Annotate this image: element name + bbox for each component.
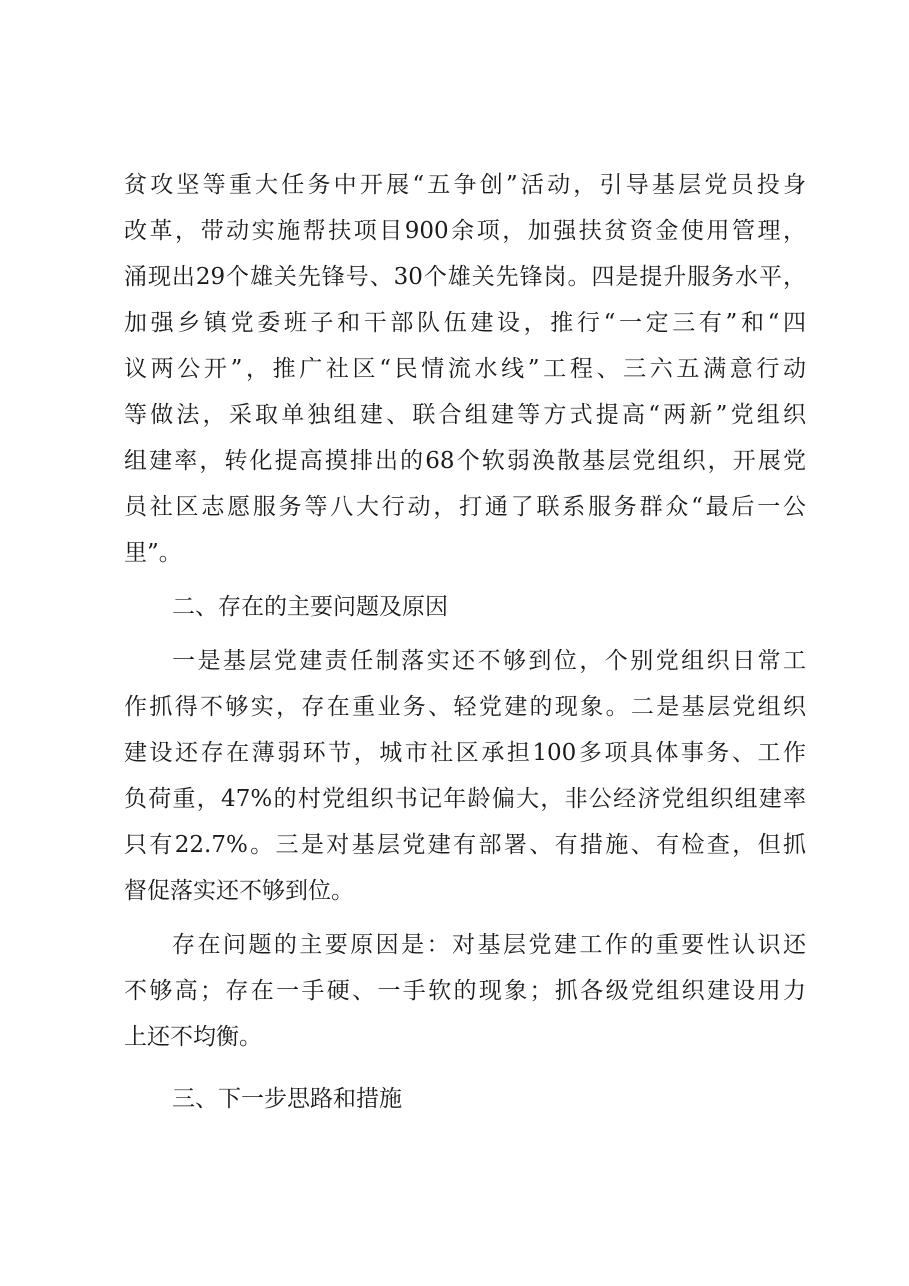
- text-line: 建设还存在薄弱环节，城市社区承担100多项具体事务、工作: [124, 740, 806, 766]
- document-body: [124, 162, 806, 1122]
- text-line: 组建率，转化提高摸排出的68个软弱涣散基层党组织，开展党: [124, 448, 806, 474]
- text-line: 督促落实还不够到位。: [124, 878, 354, 904]
- section-heading-problems: 二、存在的主要问题及原因: [172, 594, 448, 620]
- text-line: 涌现出29个雄关先锋号、30个雄关先锋岗。四是提升服务水平，: [124, 264, 806, 290]
- text-line: 负荷重，47%的村党组织书记年龄偏大，非公经济党组织组建率: [124, 786, 806, 812]
- text-line: 只有22.7%。三是对基层党建有部署、有措施、有检查，但抓: [124, 832, 806, 858]
- text-line: 改革，带动实施帮扶项目900余项，加强扶贫资金使用管理，: [124, 218, 806, 244]
- text-line: 贫攻坚等重大任务中开展“五争创”活动，引导基层党员投身: [124, 172, 806, 198]
- text-line: 员社区志愿服务等八大行动，打通了联系服务群众“最后一公: [124, 494, 806, 520]
- text-line: 作抓得不够实，存在重业务、轻党建的现象。二是基层党组织: [124, 694, 806, 720]
- text-line: 存在问题的主要原因是：对基层党建工作的重要性认识还: [172, 932, 806, 958]
- paragraph-achievements: [124, 162, 806, 576]
- text-line: 一是基层党建责任制落实还不够到位，个别党组织日常工: [172, 648, 806, 674]
- paragraph-problems: [124, 638, 806, 914]
- text-line: 不够高；存在一手硬、一手软的现象；抓各级党组织建设用力: [124, 978, 806, 1004]
- section-heading-next-steps: 三、下一步思路和措施: [172, 1086, 402, 1112]
- paragraph-causes: [124, 922, 806, 1060]
- text-line: 议两公开”，推广社区“民情流水线”工程、三六五满意行动: [124, 356, 806, 382]
- text-line: 等做法，采取单独组建、联合组建等方式提高“两新”党组织: [124, 402, 806, 428]
- text-line: 里”。: [124, 540, 182, 566]
- text-line: 加强乡镇党委班子和干部队伍建设，推行“一定三有”和“四: [124, 310, 806, 336]
- text-line: 上还不均衡。: [124, 1024, 262, 1050]
